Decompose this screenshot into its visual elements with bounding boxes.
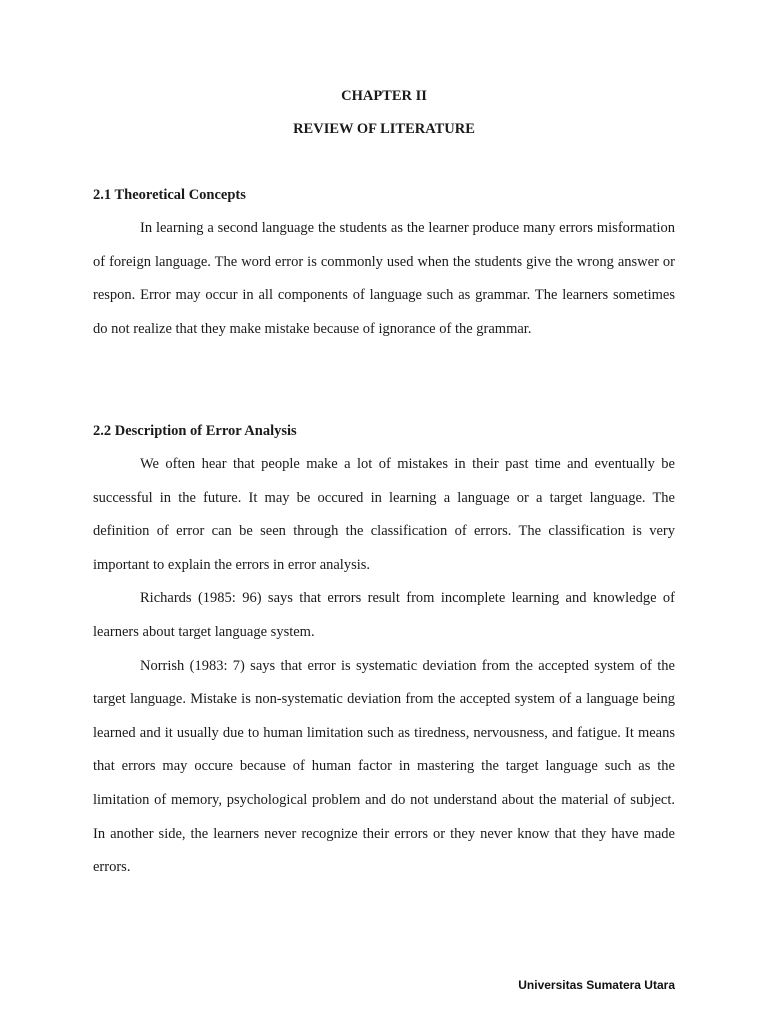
chapter-title: REVIEW OF LITERATURE: [293, 121, 475, 137]
section-theoretical-concepts: [93, 185, 675, 346]
section-heading: 2.1 Theoretical Concepts: [93, 187, 246, 203]
paragraph: In learning a second language the students as the learner produce many errors misformation of foreign language. The word error is commonly used when the students give the wrong answer or respon. Error may occur in all components of language such as grammar. The learners sometimes do not realize that they make mistake because of ignorance of the grammar.: [93, 220, 675, 337]
paragraph: Norrish (1983: 7) says that error is systematic deviation from the accepted system of the target language. Mistake is non-systematic deviation from the accepted system of a language being learned and it usually due to human limitation such as tiredness, nervousness, and fatigue. It means that errors may occure because of human factor in mastering the target language such as the limitation of memory, psychological problem and do not understand about the material of subject. In another side, the learners never recognize their errors or they never know that they have made errors.: [93, 657, 675, 876]
section-heading: 2.2 Description of Error Analysis: [93, 423, 297, 439]
section-error-analysis: [93, 421, 675, 885]
paragraph: We often hear that people make a lot of mistakes in their past time and eventually be successful in the future. It may be occured in learning a language or a target language. The definition of error can be seen through the classification of errors. The classification is very important to explain the errors in error analysis.: [93, 456, 675, 573]
chapter-number: CHAPTER II: [341, 88, 427, 104]
paragraph: Richards (1985: 96) says that errors result from incomplete learning and knowledge of learners about target language system.: [93, 590, 675, 640]
footer-institution: Universitas Sumatera Utara: [518, 978, 675, 992]
